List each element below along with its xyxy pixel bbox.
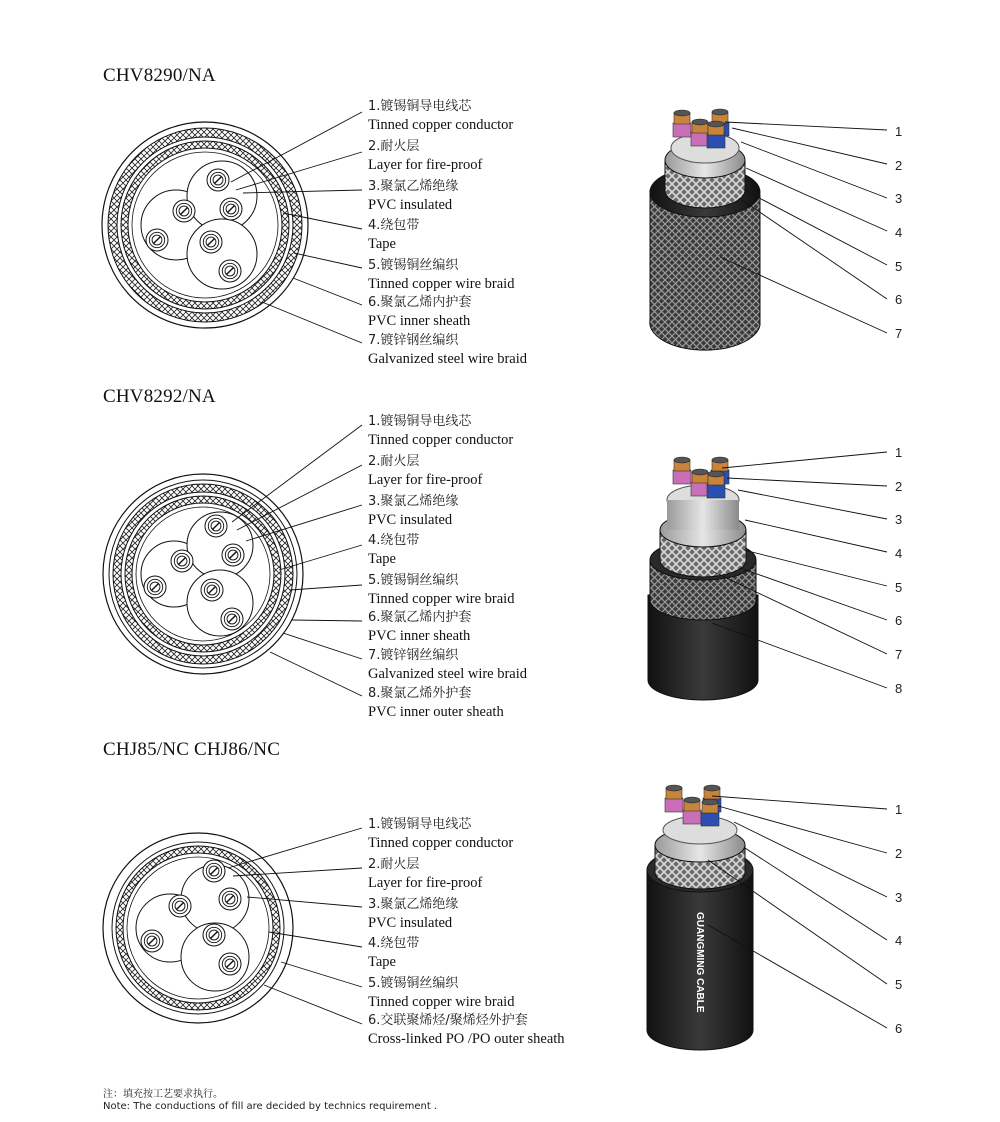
cross-section-1	[102, 122, 308, 328]
conductor-end	[674, 110, 690, 116]
leader-line	[746, 168, 887, 231]
conductor-end	[666, 785, 682, 791]
callout-numbers-1	[895, 124, 902, 341]
model-title-chv8290: CHV8290/NA	[103, 65, 216, 86]
conductor-end	[674, 457, 690, 463]
callout-numbers-2	[895, 445, 902, 696]
leader-line	[734, 822, 887, 897]
leader-line	[744, 190, 887, 265]
leader-line	[270, 652, 362, 696]
callout-3: 3	[895, 512, 903, 527]
label-5: 5.镀锡铜丝编织 Tinned copper wire braid	[368, 258, 515, 292]
leader-line	[264, 985, 362, 1024]
leader-line	[742, 200, 887, 299]
cable-print: GUANGMING CABLE	[694, 912, 705, 1013]
leader-line	[283, 633, 362, 659]
cable-3d-2	[648, 457, 758, 700]
conductor-end	[684, 797, 700, 803]
leader-line	[745, 520, 887, 552]
callout-2: 2	[895, 158, 903, 173]
conductor-end	[692, 119, 708, 125]
cable-3d-3	[647, 785, 753, 1050]
callout-1: 1	[895, 802, 903, 817]
conductor-end	[712, 109, 728, 115]
core-insulation-3d	[673, 470, 691, 484]
core-insulation-3d	[707, 134, 725, 148]
callout-6: 6	[895, 292, 903, 307]
note-zh: 注：填充按工艺要求执行。	[103, 1089, 223, 1100]
label-8: 8.聚氯乙烯外护套 PVC inner outer sheath	[368, 686, 504, 720]
callout-6: 6	[895, 1021, 903, 1036]
core-insulation-3d	[683, 810, 701, 824]
callout-4: 4	[895, 933, 903, 948]
label-3: 3.聚氯乙烯绝缘 PVC insulated	[368, 179, 459, 213]
model-title-chj85-chj86: CHJ85/NC CHJ86/NC	[103, 739, 281, 760]
conductor-end	[692, 469, 708, 475]
callout-8: 8	[895, 681, 903, 696]
cross-section-2	[103, 474, 303, 674]
label-4: 4.绕包带 Tape	[368, 936, 420, 970]
label-7: 7.镀锌钢丝编织 Galvanized steel wire braid	[368, 333, 528, 367]
callout-3: 3	[895, 890, 903, 905]
leader-line	[293, 278, 362, 305]
leader-line	[725, 122, 887, 130]
leader-line	[712, 796, 887, 809]
callout-3: 3	[895, 191, 903, 206]
cable-3d-1	[650, 109, 760, 350]
callout-6: 6	[895, 613, 903, 628]
core-insulation-3d	[691, 482, 709, 496]
label-1: 1.镀锡铜导电线芯 Tinned copper conductor	[368, 817, 514, 851]
label-3: 3.聚氯乙烯绝缘 PVC insulated	[368, 897, 459, 931]
label-6: 6.聚氯乙烯内护套 PVC inner sheath	[368, 610, 472, 644]
callout-1: 1	[895, 124, 903, 139]
callout-4: 4	[895, 225, 903, 240]
callout-7: 7	[895, 326, 903, 341]
leader-line	[292, 620, 362, 621]
callout-5: 5	[895, 259, 903, 274]
model-title-chv8292: CHV8292/NA	[103, 386, 216, 407]
leader-line	[281, 962, 362, 987]
callout-7: 7	[895, 647, 903, 662]
leader-line	[744, 550, 887, 586]
leader-line	[727, 478, 887, 486]
callout-4: 4	[895, 546, 903, 561]
label-4: 4.绕包带 Tape	[368, 218, 420, 252]
callout-5: 5	[895, 977, 903, 992]
leader-line	[722, 452, 887, 468]
label-4: 4.绕包带 Tape	[368, 533, 420, 567]
core-insulation-3d	[673, 123, 691, 137]
label-2: 2.耐火层 Layer for fire-proof	[368, 454, 483, 488]
label-6: 6.交联聚烯烃/聚烯烃外护套 Cross-linked PO /PO outer sheath	[368, 1013, 565, 1047]
callout-1: 1	[895, 445, 903, 460]
leader-line	[232, 425, 362, 522]
conductor-end	[702, 799, 718, 805]
leader-line	[740, 568, 887, 620]
label-7: 7.镀锌钢丝编织 Galvanized steel wire braid	[368, 648, 528, 682]
leader-line	[738, 490, 887, 519]
callout-5: 5	[895, 580, 903, 595]
label-6: 6.聚氯乙烯内护套 PVC inner sheath	[368, 295, 472, 329]
leader-line	[294, 253, 362, 268]
conductor-end	[704, 785, 720, 791]
leader-line	[732, 128, 887, 164]
label-1: 1.镀锡铜导电线芯 Tinned copper conductor	[368, 414, 514, 448]
core-insulation-3d	[691, 132, 709, 146]
conductor-end	[712, 457, 728, 463]
label-2: 2.耐火层 Layer for fire-proof	[368, 139, 483, 173]
callout-2: 2	[895, 479, 903, 494]
core-insulation-3d	[707, 484, 725, 498]
core-insulation-3d	[665, 798, 683, 812]
note-en: Note: The conductions of fill are decided by technics requirement .	[103, 1101, 438, 1112]
label-1: 1.镀锡铜导电线芯 Tinned copper conductor	[368, 99, 514, 133]
conductor-end	[708, 121, 724, 127]
core-insulation-3d	[701, 812, 719, 826]
leader-line	[741, 142, 887, 198]
label-2: 2.耐火层 Layer for fire-proof	[368, 857, 483, 891]
conductor-end	[708, 471, 724, 477]
callout-2: 2	[895, 846, 903, 861]
leader-line	[262, 302, 362, 343]
leader-lines	[228, 112, 887, 1028]
label-3: 3.聚氯乙烯绝缘 PVC insulated	[368, 494, 459, 528]
cross-section-3	[103, 833, 293, 1023]
label-5: 5.镀锡铜丝编织 Tinned copper wire braid	[368, 976, 515, 1010]
label-5: 5.镀锡铜丝编织 Tinned copper wire braid	[368, 573, 515, 607]
callout-numbers-3	[895, 802, 902, 1036]
